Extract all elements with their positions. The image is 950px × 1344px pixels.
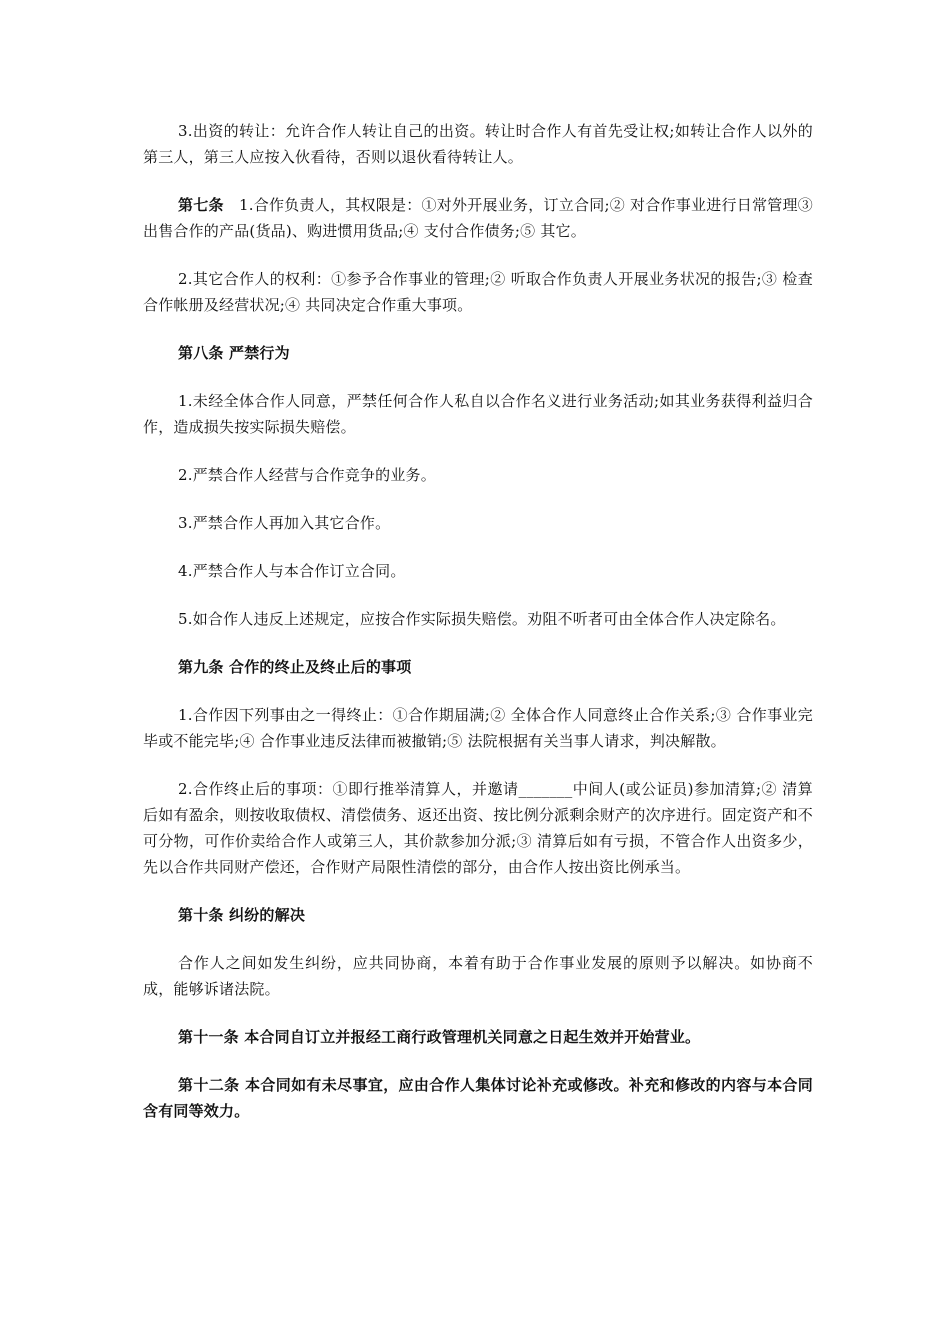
article-11-paragraph: 第十一条 本合同自订立并报经工商行政管理机关同意之日起生效并开始营业。 bbox=[178, 1028, 701, 1046]
article-7-heading: 第七条 bbox=[178, 196, 224, 214]
article-9-heading: 第九条 合作的终止及终止后的事项 bbox=[178, 658, 412, 676]
paragraph-prohibition-2: 2.严禁合作人经营与合作竞争的业务。 bbox=[178, 466, 436, 484]
paragraph-prohibition-1: 1.未经全体合作人同意，严禁任何合作人私自以合作名义进行业务活动;如其业务获得利益归合作，造成损失按实际损失赔偿。 bbox=[143, 392, 813, 436]
article-7-paragraph bbox=[143, 192, 813, 244]
paragraph-prohibition-4: 4.严禁合作人与本合作订立合同。 bbox=[178, 562, 406, 580]
article-7-text: 1.合作负责人，其权限是：①对外开展业务，订立合同;② 对合作事业进行日常管理③出售合作的产品(货品)、购进惯用货品;④ 支付合作债务;⑤ 其它。 bbox=[143, 196, 813, 240]
paragraph-post-termination: 2.合作终止后的事项：①即行推举清算人，并邀请_______中间人(或公证员)参加清算;② 清算后如有盈余，则按收取债权、清偿债务、返还出资、按比例分派剩余财产的次序进行。固定资产和不可分物，可作价卖给合作人或第三人，其价款参加分派;③ 清算后如有亏损，不管合作人出资多少，先以合作共同财产偿还，合作财产局限性清偿的部分，由合作人按出资比例承当。 bbox=[143, 780, 813, 876]
paragraph-other-partner-rights: 2.其它合作人的权利：①参予合作事业的管理;② 听取合作负责人开展业务状况的报告;③ 检查合作帐册及经营状况;④ 共同决定合作重大事项。 bbox=[143, 270, 813, 314]
paragraph-prohibition-5: 5.如合作人违反上述规定，应按合作实际损失赔偿。劝阻不听者可由全体合作人决定除名。 bbox=[178, 610, 786, 628]
article-12-paragraph: 第十二条 本合同如有未尽事宜，应由合作人集体讨论补充或修改。补充和修改的内容与本合同含有同等效力。 bbox=[143, 1076, 813, 1120]
paragraph-prohibition-3: 3.严禁合作人再加入其它合作。 bbox=[178, 514, 391, 532]
paragraph-capital-transfer: 3.出资的转让：允许合作人转让自己的出资。转让时合作人有首先受让权;如转让合作人以外的第三人，第三人应按入伙看待，否则以退伙看待转让人。 bbox=[143, 122, 813, 166]
paragraph-dispute-resolution: 合作人之间如发生纠纷，应共同协商，本着有助于合作事业发展的原则予以解决。如协商不成，能够诉诸法院。 bbox=[143, 954, 813, 998]
article-8-heading: 第八条 严禁行为 bbox=[178, 344, 290, 362]
paragraph-termination-causes: 1.合作因下列事由之一得终止：①合作期届满;② 全体合作人同意终止合作关系;③ 合作事业完毕或不能完毕;④ 合作事业违反法律而被撤销;⑤ 法院根据有关当事人请求，判决解散。 bbox=[143, 706, 813, 750]
article-10-heading: 第十条 纠纷的解决 bbox=[178, 906, 306, 924]
document-page bbox=[143, 118, 813, 1124]
